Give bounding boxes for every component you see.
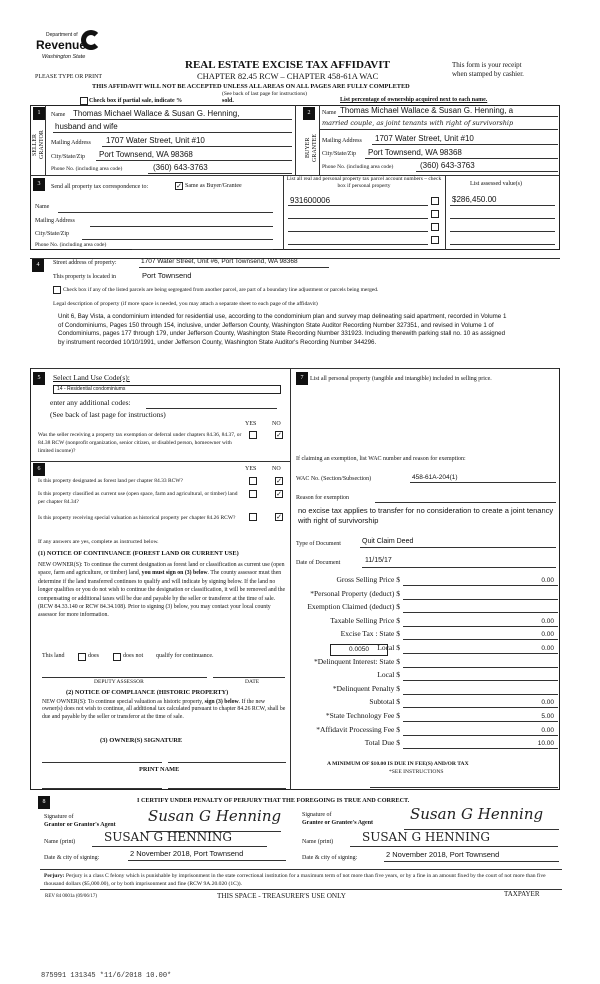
fee-label: Excise Tax : State $ — [340, 629, 400, 639]
fee-label: *Affidavit Processing Fee $ — [316, 724, 400, 734]
section-number: 1 — [33, 107, 45, 120]
fee-label: Subtotal $ — [369, 697, 400, 707]
grantee-signature-label: Signature of — [302, 812, 332, 818]
fee-line — [403, 694, 558, 695]
taxpayer-label: TAXPAYER — [504, 890, 540, 898]
fee-value[interactable]: 0.00 — [541, 645, 554, 652]
logo-line1: Department of — [46, 32, 78, 38]
fee-value[interactable]: 0.00 — [541, 699, 554, 707]
fee-value[interactable]: 0.00 — [541, 726, 554, 734]
no-checkbox[interactable]: ✓ — [276, 431, 282, 439]
correspondence-name-field[interactable] — [58, 212, 273, 213]
grantee-printed-name[interactable]: SUSAN G HENNING — [362, 830, 490, 844]
current-use-question: Is this property classified as current use (open space, farm and agricultural, or timber) land per chapter 84.34? — [38, 491, 238, 505]
seller-side-label: SELLER GRANTOR — [32, 130, 45, 160]
no-checkbox[interactable]: ✓ — [276, 477, 282, 485]
fee-label: Total Due $ — [364, 738, 400, 748]
fee-line — [403, 735, 558, 736]
if-yes-text: If any answers are yes, complete as instructed below. — [38, 539, 159, 545]
cashier-stamp: 875991 131345 *11/6/2018 10.00* — [41, 972, 172, 980]
fee-line — [403, 667, 558, 668]
city-label: City/State/Zip — [322, 151, 356, 157]
yes-header: YES — [245, 466, 257, 472]
section-number: 8 — [38, 796, 50, 809]
fee-label: *Personal Property (deduct) $ — [310, 588, 400, 598]
grantor-agent-label: Grantor or Grantor's Agent — [44, 822, 116, 828]
please-print: PLEASE TYPE OR PRINT — [35, 74, 103, 80]
form-subtitle: CHAPTER 82.45 RCW – CHAPTER 458-61A WAC — [197, 71, 379, 81]
grantor-signature[interactable]: Susan G Henning — [148, 807, 282, 825]
print-name-label: PRINT NAME — [139, 766, 180, 773]
partial-sale-label: Check box if partial sale, indicate % — [89, 98, 183, 104]
document-date-label: Date of Document — [296, 560, 341, 566]
no-checkbox[interactable]: ✓ — [276, 513, 282, 521]
fee-line — [403, 680, 558, 681]
exemption-reason[interactable]: no excise tax applies to transfer for no consideration to create a joint tenancy with right of survivorship — [298, 506, 554, 525]
see-back-label: (See back of last page for instructions) — [50, 410, 166, 419]
exemption-question: Was the seller receiving a property tax exemption or deferral under chapters 84.36, 84.37, or 84.38 RCW (nonprofit organization, senior citizen, or disabled person, homeowner with limited income)? — [38, 432, 242, 454]
additional-codes-label: enter any additional codes: — [50, 398, 131, 407]
grantor-signature-label: Signature of — [44, 814, 74, 820]
parcel-header: List all real and personal property tax parcel account numbers – check box if personal property — [286, 176, 442, 189]
personal-property-checkbox[interactable] — [431, 210, 439, 218]
mailing-label: Mailing Address — [51, 140, 91, 146]
additional-codes-field[interactable] — [146, 408, 277, 409]
buyer-mailing[interactable]: 1707 Water Street, Unit #10 — [375, 134, 474, 143]
fee-label: *Delinquent Interest: State $ — [313, 656, 400, 666]
fee-line — [403, 707, 558, 708]
street-label: Street address of property: — [53, 260, 117, 266]
grantee-agent-label: Grantee or Grantee's Agent — [302, 820, 374, 826]
owner-signature-label: (3) OWNER(S) SIGNATURE — [100, 737, 183, 744]
yes-header: YES — [245, 421, 257, 427]
logo-line3: Washington State — [42, 54, 86, 60]
same-as-buyer-checkbox[interactable]: ✓ — [176, 182, 182, 190]
no-header: NO — [272, 466, 281, 472]
buyer-city[interactable]: Port Townsend, WA 98368 — [368, 148, 462, 157]
buyer-phone[interactable]: (360) 643-3763 — [420, 161, 475, 170]
yes-checkbox[interactable] — [249, 513, 257, 521]
fee-line — [403, 721, 558, 722]
minimum-due-note: A MINIMUM OF $10.00 IS DUE IN FEE(S) AND/OR TAX — [327, 761, 469, 767]
city-label: City/State/Zip — [51, 154, 85, 160]
assessed-header: List assessed value(s) — [470, 181, 522, 187]
fee-line — [403, 748, 558, 749]
name-label: Name — [322, 110, 337, 116]
document-date[interactable]: 11/15/17 — [365, 557, 392, 564]
yes-checkbox[interactable] — [249, 431, 257, 439]
form-revision: REV 84 0001a (09/06/17) — [45, 894, 97, 899]
no-checkbox[interactable]: ✓ — [276, 490, 282, 498]
section-number: 6 — [33, 463, 45, 476]
name-label: Name — [51, 112, 66, 118]
land-use-select[interactable]: 14 - Residential condominiums — [53, 385, 281, 394]
fee-line — [403, 639, 558, 640]
same-as-buyer-label: Same as Buyer/Grantee — [185, 183, 242, 189]
this-land-label: This land — [42, 653, 65, 659]
warning-text: THIS AFFIDAVIT WILL NOT BE ACCEPTED UNLESS ALL AREAS ON ALL PAGES ARE FULLY COMPLETED — [92, 83, 410, 90]
notice-continuance-text: NEW OWNER(S): To continue the current designation as forest land or classification as current use (open space, farm and agriculture, or timber) land, you must sign on (3) below. The county assessor must then determine if the land transferred continues to qualify and will indicate by signing below. If the land no longer qualifies or you do not wish to continue the designation or classification, it will be removed and the compensating or additional taxes will be due and payable by the seller or transferor at the time of sale. (RCW 84.33.140 or RCW 84.34.108). Prior to signing (3) below, you may contact your local county assessor for more information. — [38, 562, 286, 619]
seller-phone[interactable]: (360) 643-3763 — [153, 163, 208, 172]
correspondence-city-field[interactable] — [82, 239, 273, 240]
logo-line2: Revenue — [36, 38, 87, 52]
seller-city[interactable]: Port Townsend, WA 98368 — [99, 150, 193, 159]
buyer-name-2[interactable]: married couple, as joint tenants with right of survivorship — [322, 119, 514, 127]
does-checkbox[interactable] — [78, 653, 86, 661]
located-label: This property is located in — [53, 274, 116, 280]
notice-continuance-title: (1) NOTICE OF CONTINUANCE (FOREST LAND OR CURRENT USE) — [38, 550, 239, 557]
does-not-checkbox[interactable] — [113, 653, 121, 661]
form-title: REAL ESTATE EXCISE TAX AFFIDAVIT — [185, 59, 390, 71]
fee-value[interactable]: 0.00 — [541, 617, 554, 625]
notice-compliance-title: (2) NOTICE OF COMPLIANCE (HISTORIC PROPERTY) — [66, 689, 229, 696]
perjury-notice: Perjury: Perjury is a class C felony which is punishable by imprisonment in the state correctional institution for a maximum term of not more than five years, or by a fine in an amount fixed by the court of not more than five thousand dollars ($5,000.00), or by both imprisonment and fine (RCW 9A.20.020 (1C)). — [44, 873, 546, 887]
mailing-label: Mailing Address — [35, 218, 75, 224]
personal-property-label: List all personal property (tangible and intangible) included in selling price. — [310, 376, 492, 382]
list-percentage-label: List percentage of ownership acquired next to each name. — [340, 97, 488, 103]
fee-label: *State Technology Fee $ — [325, 711, 400, 720]
phone-label: Phone No. (including area code) — [322, 164, 394, 170]
correspondence-phone-field[interactable] — [132, 249, 273, 250]
wac-label: WAC No. (Section/Subsection) — [296, 476, 372, 482]
grantee-date-city[interactable]: 2 November 2018, Port Townsend — [386, 850, 500, 859]
exemption-label: If claiming an exemption, list WAC number and reason for exemption: — [296, 456, 466, 462]
fee-line — [403, 653, 558, 654]
section-number: 5 — [33, 372, 45, 385]
legal-description-label: Legal description of property (if more space is needed, you may attach a separate sheet to each page of the affidavit) — [53, 301, 318, 307]
fee-value[interactable]: 10.00 — [537, 740, 554, 748]
qualify-label: qualify for continuance. — [156, 653, 214, 659]
phone-label: Phone No. (including area code) — [35, 242, 107, 248]
document-type[interactable]: Quit Claim Deed — [362, 538, 414, 545]
grantor-printed-name[interactable]: SUSAN G HENNING — [104, 830, 232, 844]
date-city-label: Date & city of signing: — [302, 855, 358, 861]
reason-label: Reason for exemption — [296, 495, 349, 501]
forest-land-question: Is this property designated as forest land per chapter 84.33 RCW? — [38, 478, 183, 484]
segregated-label: Check box if any of the listed parcels are being segregated from another parcel, are part of a boundary line adjustment or parcels being merged. — [63, 287, 379, 293]
local-tax-rate: 0.0050 — [330, 644, 388, 656]
personal-property-checkbox[interactable] — [431, 236, 439, 244]
city-label: City/State/Zip — [35, 231, 69, 237]
see-back-text: (See back of last page for instructions) — [222, 91, 307, 97]
name-label: Name — [35, 204, 50, 210]
fee-label: *Delinquent Penalty $ — [332, 683, 400, 693]
segregated-checkbox[interactable] — [53, 286, 61, 294]
fee-label: Taxable Selling Price $ — [330, 615, 400, 625]
owner-signature-field[interactable] — [42, 762, 162, 763]
certify-statement: I CERTIFY UNDER PENALTY OF PERJURY THAT THE FOREGOING IS TRUE AND CORRECT. — [137, 797, 410, 804]
see-instructions-note: *SEE INSTRUCTIONS — [389, 769, 444, 775]
fee-value[interactable]: 0.00 — [541, 577, 554, 584]
fee-label: Gross Selling Price $ — [336, 575, 400, 584]
send-correspondence-label: Send all property tax correspondence to: — [51, 184, 149, 190]
document-type-label: Type of Document — [296, 541, 341, 547]
name-print-label: Name (print) — [302, 839, 334, 845]
correspondence-mailing-field[interactable] — [90, 226, 273, 227]
fee-value[interactable]: 5.00 — [541, 713, 554, 720]
section-number: 3 — [33, 178, 45, 191]
street-address[interactable]: 1707 Water Street, Unit #6, Port Townsend, WA 98368 — [141, 258, 298, 265]
fee-label: Exemption Claimed (deduct) $ — [307, 602, 400, 612]
legal-description[interactable]: Unit 6, Bay Vista, a condominium intended for residential use, according to the condominium plan and survey map delineating said apartment, recorded in Volume 1 of Condominiums, Pages 150 through 154, inclusive, under Jefferson County, Washington State Auditor Recording Number 327351, and revised in Volume 1 of Condominiums, pages 177 through 179, under Jefferson County, Washington State Recording Number 331923. Including therewith parking stall no. 10 as assigned by instrument recorded 10/10/1991, under Jefferson County, Washington State Auditor's Recording Number 344296. — [58, 313, 507, 346]
date-city-label: Date & city of signing: — [44, 855, 100, 861]
located-city[interactable]: Port Townsend — [142, 271, 192, 280]
receipt-note-1: This form is your receipt — [452, 61, 522, 69]
deputy-assessor-label: DEPUTY ASSESSOR — [94, 679, 144, 685]
no-header: NO — [272, 421, 281, 427]
wac-number[interactable]: 458-61A-204(1) — [412, 474, 458, 481]
receipt-note-2: when stamped by cashier. — [452, 70, 524, 78]
name-print-label: Name (print) — [44, 839, 76, 845]
fee-line — [403, 599, 558, 600]
yes-checkbox[interactable] — [249, 477, 257, 485]
grantee-signature[interactable]: Susan G Henning — [410, 805, 544, 823]
seller-mailing[interactable]: 1707 Water Street, Unit #10 — [106, 136, 205, 145]
mailing-label: Mailing Address — [322, 138, 362, 144]
fee-value[interactable]: 0.00 — [541, 631, 554, 639]
logo-swirl-icon — [81, 30, 101, 50]
parcel-number[interactable]: 931600006 — [290, 196, 331, 205]
buyer-name[interactable]: Thomas Michael Wallace & Susan G. Henning, a — [340, 106, 514, 115]
fee-line — [403, 585, 558, 586]
historic-question: Is this property receiving special valuation as historical property per chapter 84.26 RCW? — [38, 515, 236, 521]
buyer-side-label: BUYER GRANTEE — [305, 134, 318, 162]
section-number: 7 — [296, 372, 308, 385]
assessed-value[interactable]: $286,450.00 — [452, 195, 497, 204]
date-label: DATE — [245, 679, 260, 685]
seller-name-2[interactable]: husband and wife — [55, 122, 118, 131]
fee-line — [403, 612, 558, 613]
personal-property-checkbox[interactable] — [431, 223, 439, 231]
section-number: 2 — [303, 107, 315, 120]
sold-label: sold. — [222, 98, 234, 104]
personal-property-checkbox[interactable] — [431, 197, 439, 205]
treasurer-use-label: THIS SPACE - TREASURER'S USE ONLY — [217, 892, 346, 900]
notice-compliance-text: NEW OWNER(S): To continue special valuation as historic property, sign (3) below. If the new owner(s) does not wish to continue, all additional tax calculated pursuant to chapter 84.26 RCW, shall be due and payable by the seller or transferor at the time of sale. — [42, 699, 286, 720]
phone-label: Phone No. (including area code) — [51, 166, 123, 172]
section-number: 4 — [32, 259, 44, 272]
grantor-date-city[interactable]: 2 November 2018, Port Townsend — [130, 849, 244, 858]
seller-name[interactable]: Thomas Michael Wallace & Susan G. Henning, — [73, 109, 240, 118]
does-label: does — [88, 653, 99, 659]
fee-label: Local $ — [377, 670, 400, 680]
fee-label: Local $ — [377, 643, 400, 652]
land-use-label: Select Land Use Code(s): — [53, 373, 130, 382]
does-not-label: does not — [123, 653, 144, 659]
yes-checkbox[interactable] — [249, 490, 257, 498]
partial-sale-checkbox[interactable] — [80, 97, 88, 105]
fee-line — [403, 626, 558, 627]
